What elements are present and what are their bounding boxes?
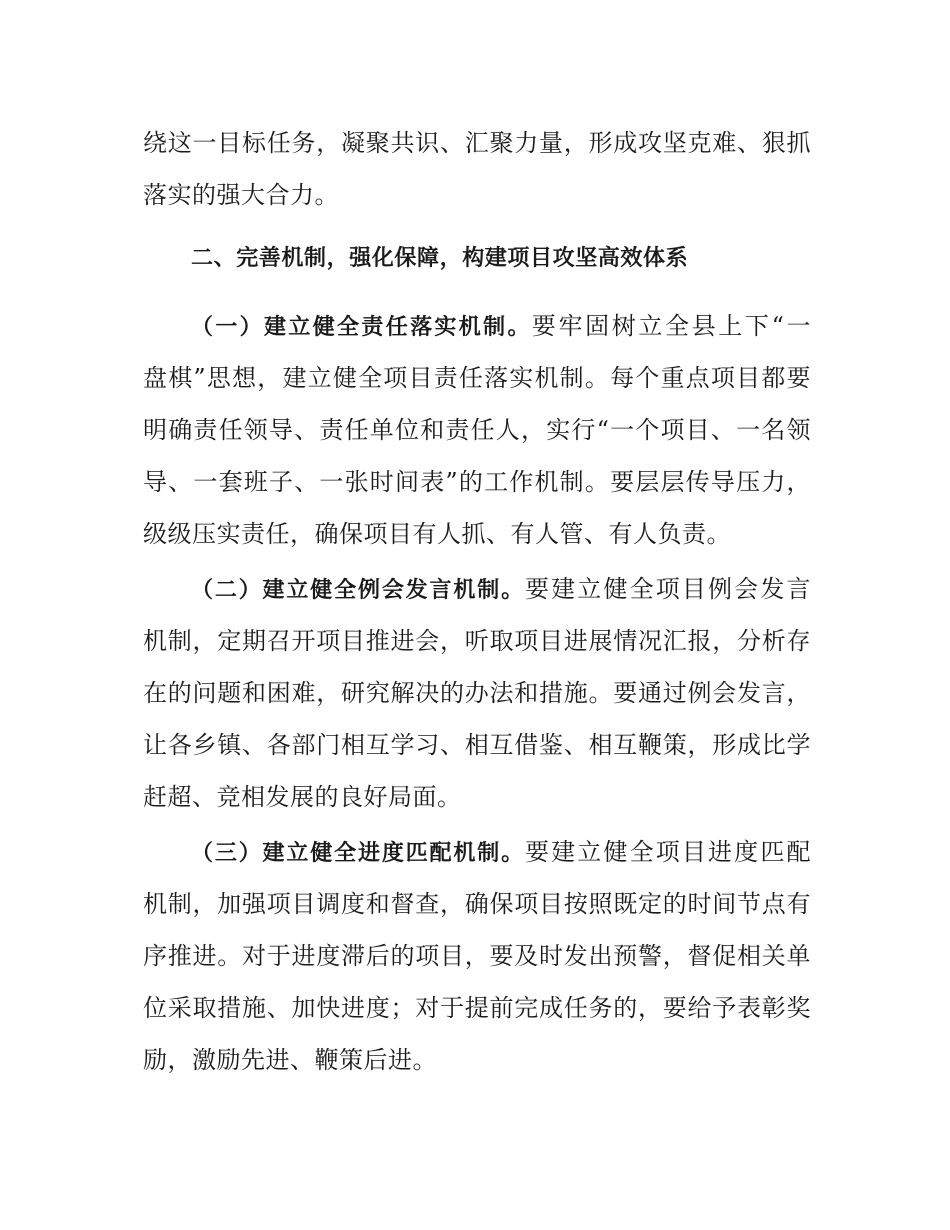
paragraph-line: 机制，定期召开项目推进会，听取项目进展情况汇报，分析存 — [143, 627, 811, 655]
item-first-line-text: 要牢固树立全县上下“一 — [531, 312, 811, 340]
paragraph-line: 明确责任领导、责任单位和责任人，实行“一个项目、一名领 — [143, 416, 811, 444]
paragraph-line: 励，激励先进、鞭策后进。 — [143, 1046, 437, 1074]
paragraph-line: 落实的强大合力。 — [143, 181, 339, 209]
paragraph-line: 位采取措施、加快进度；对于提前完成任务的，要给予表彰奖 — [143, 994, 811, 1022]
item-first-line — [191, 311, 811, 341]
item-first-line — [191, 574, 811, 604]
item-title: （二）建立健全例会发言机制。 — [191, 578, 525, 603]
paragraph-line: 赶超、竞相发展的良好局面。 — [143, 783, 462, 811]
paragraph-line: 机制，加强项目调度和督查，确保项目按照既定的时间节点有 — [143, 890, 811, 918]
paragraph-line: 盘棋”思想，建立健全项目责任落实机制。每个重点项目都要 — [143, 364, 811, 392]
paragraph-line: 绕这一目标任务，凝聚共识、汇聚力量，形成攻坚克难、狠抓 — [143, 129, 811, 157]
item-title: （三）建立健全进度匹配机制。 — [191, 841, 525, 866]
item-title: （一）建立健全责任落实机制。 — [191, 315, 532, 340]
item-first-line-text: 要建立健全项目例会发言 — [524, 575, 811, 603]
paragraph-line: 序推进。对于进度滞后的项目，要及时发出预警，督促相关单 — [143, 942, 811, 970]
paragraph-line: 让各乡镇、各部门相互学习、相互借鉴、相互鞭策，形成比学 — [143, 731, 811, 759]
item-first-line-text: 要建立健全项目进度匹配 — [524, 838, 811, 866]
paragraph-line: 级级压实责任，确保项目有人抓、有人管、有人负责。 — [143, 520, 731, 548]
paragraph-line: 导、一套班子、一张时间表”的工作机制。要层层传导压力， — [143, 468, 811, 496]
paragraph-line: 在的问题和困难，研究解决的办法和措施。要通过例会发言， — [143, 679, 811, 707]
item-first-line — [191, 837, 811, 867]
section-heading: 二、完善机制，强化保障，构建项目攻坚高效体系 — [191, 246, 689, 271]
